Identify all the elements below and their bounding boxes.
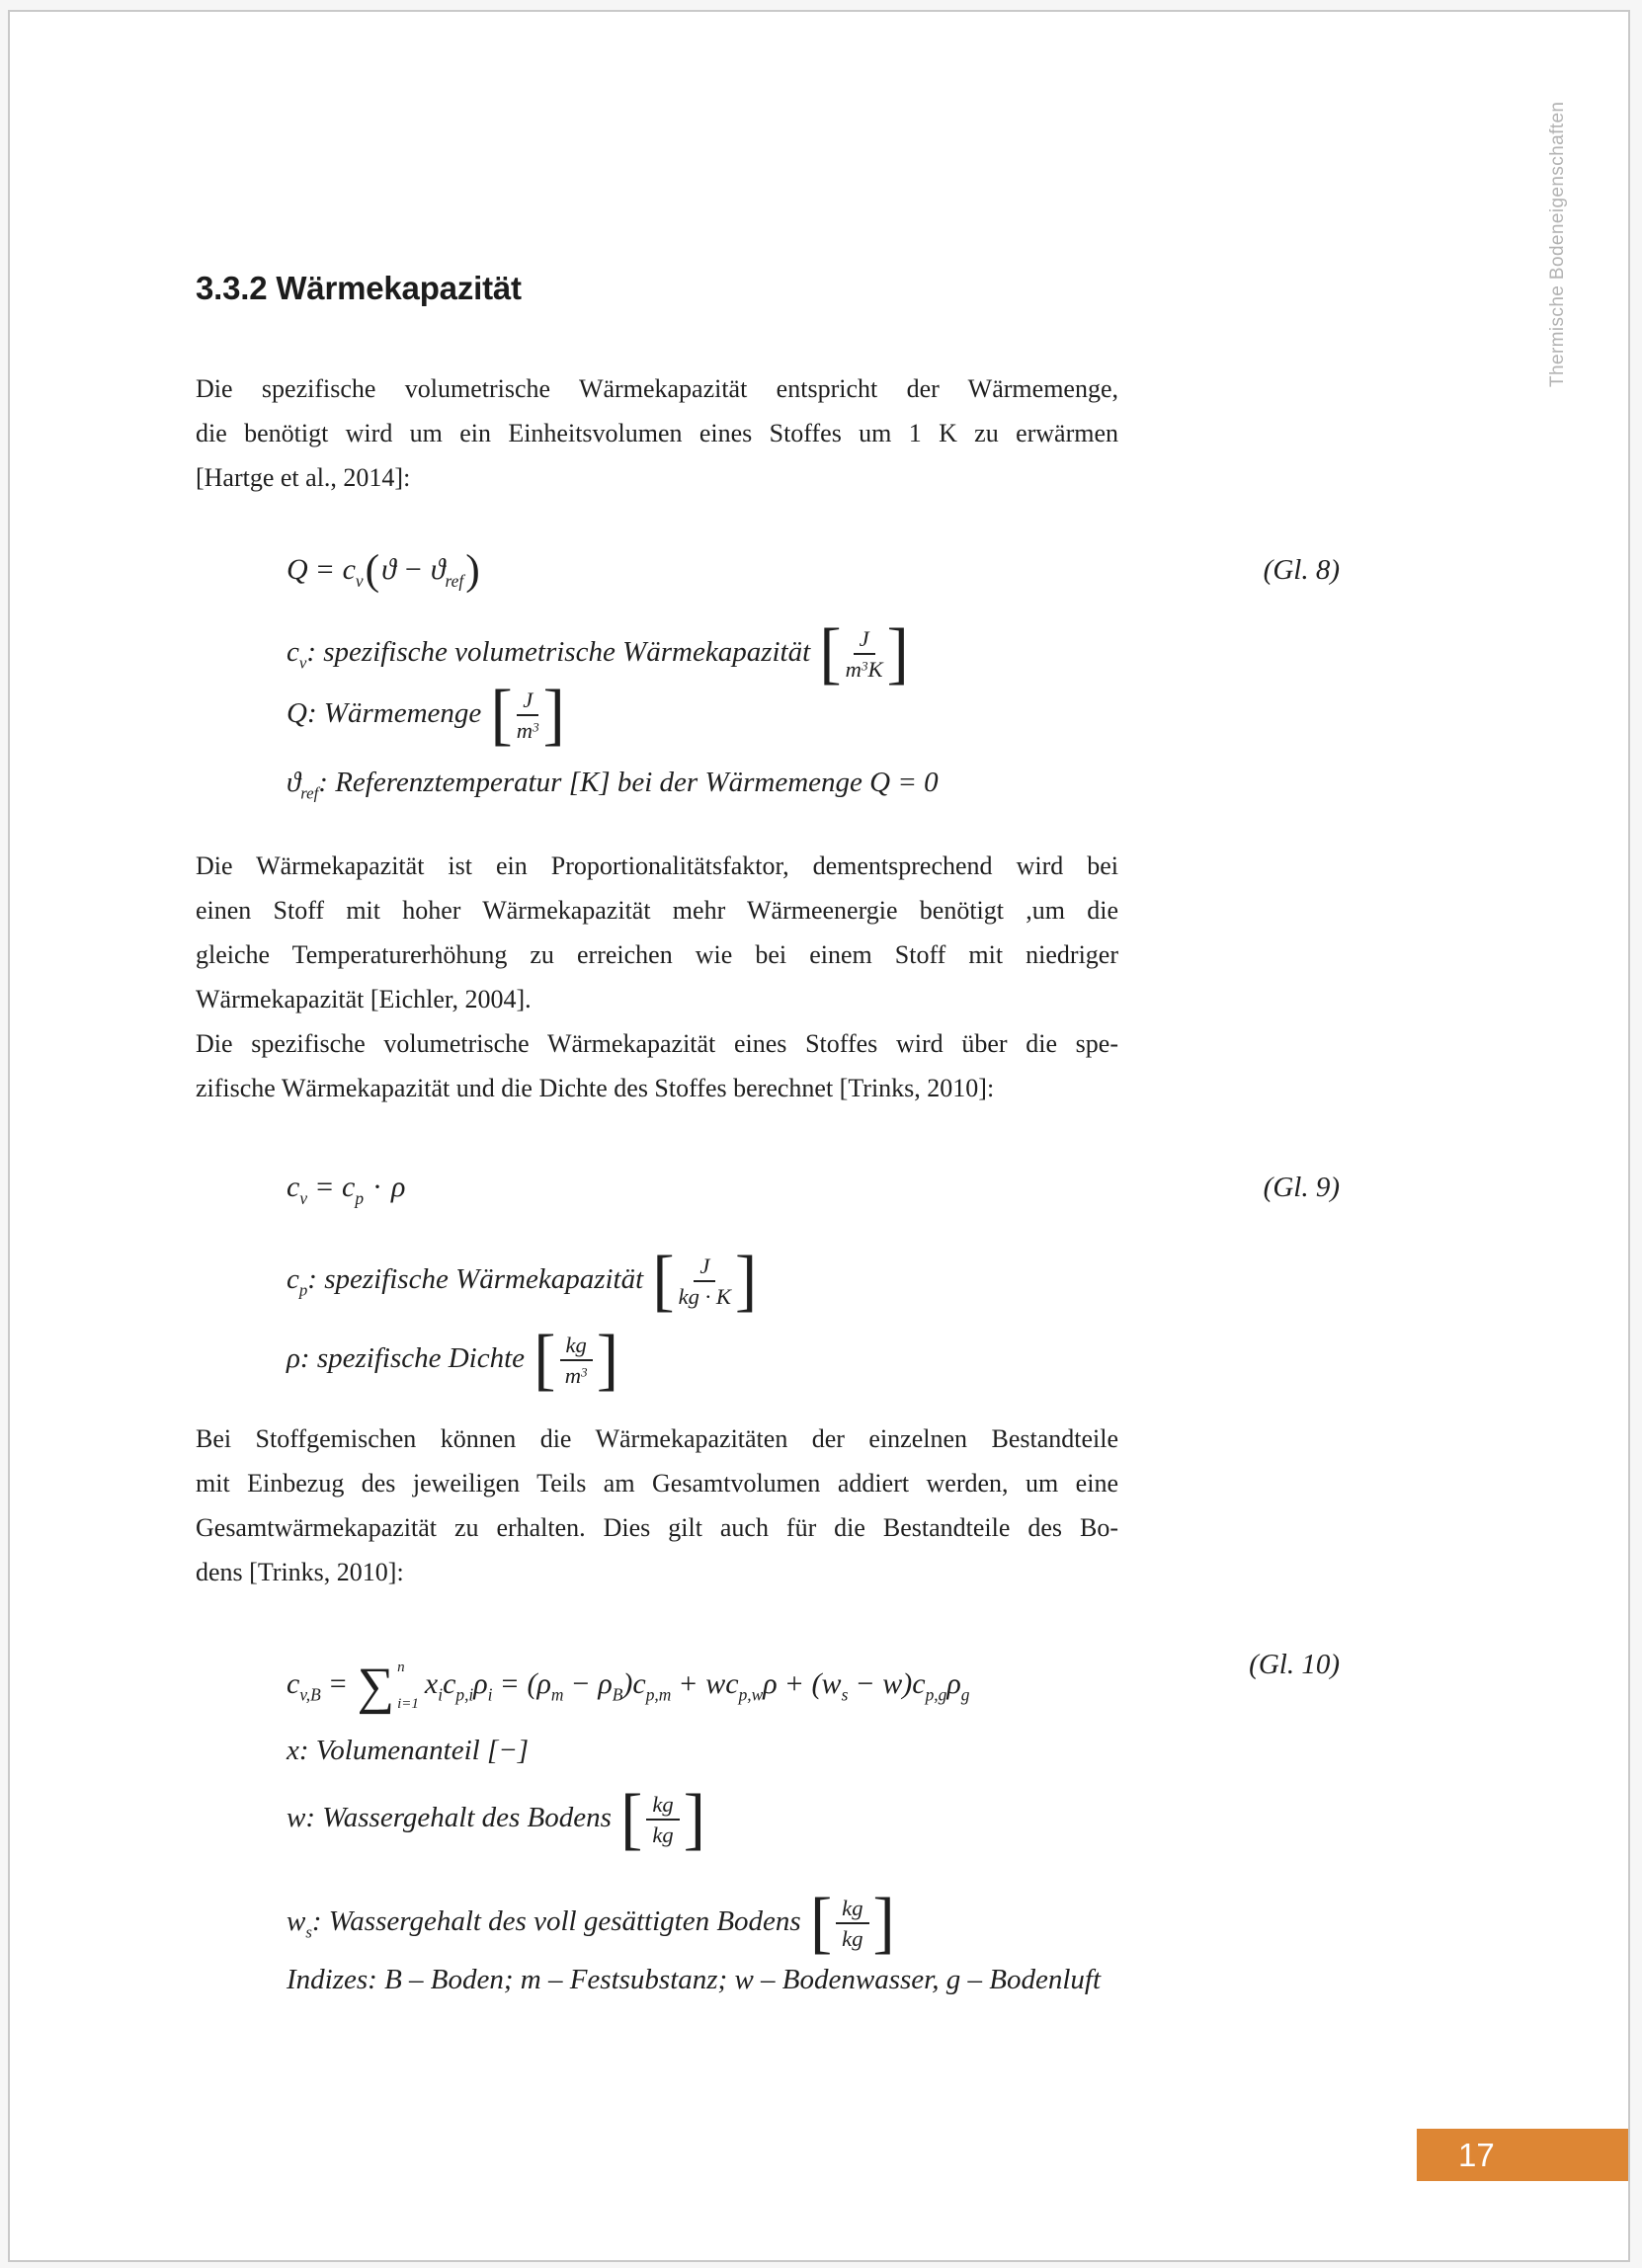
equation-gl10-expression <box>287 1658 970 1715</box>
definition-w <box>287 1775 707 1864</box>
token-sub: ref <box>445 570 464 591</box>
page-number: 17 <box>1458 2136 1495 2173</box>
token-sub: i <box>487 1684 493 1705</box>
token-it: : spezifische Wärmekapazität <box>307 1262 651 1295</box>
section-heading: 3.3.2 Wärmekapazität <box>196 270 522 306</box>
definition-cp <box>287 1237 759 1326</box>
token-it: kg · K <box>678 1284 732 1309</box>
token-sub: s <box>841 1684 849 1705</box>
token-it: c <box>725 1666 739 1700</box>
definition-q-text: Q: Wärmemenge [ $\frac{J}{m^3}$ ] <box>287 677 565 753</box>
paragraph-mixtures <box>196 1417 1118 1594</box>
token-it: m <box>845 657 862 682</box>
token-sub: v <box>298 653 307 673</box>
token-sub: ref <box>300 783 319 803</box>
definition-ws <box>287 1879 897 1968</box>
token-it: kg <box>565 1332 587 1357</box>
token-frac <box>646 1791 679 1848</box>
equation-gl8-expression: $Q = c_v(ϑ - ϑ_{ref})$ <box>287 546 480 595</box>
text-line: gleiche Temperaturerhöhung zu erreichen wie bei einem Stoff mit niedriger <box>196 940 1118 969</box>
token-sub: g <box>960 1684 970 1705</box>
token-it: ρ <box>536 1666 551 1700</box>
token-it: kg <box>652 1791 674 1817</box>
token-sub: B <box>612 1684 623 1705</box>
document-page <box>8 10 1630 2262</box>
token-sup: 3 <box>861 658 868 674</box>
token-sup: 3 <box>581 1364 588 1380</box>
token-sub: i <box>438 1684 444 1705</box>
token-frac <box>836 1895 868 1952</box>
definition-indices-text <box>287 1964 1101 1996</box>
token-op: = <box>316 1171 333 1203</box>
token-sub: v <box>299 1187 308 1208</box>
token-it: c <box>287 1171 300 1203</box>
token-txt: ( <box>527 1666 537 1700</box>
definition-w-text: w: Wassergehalt des Bodens [ $\frac{kg}{kg}$ ] <box>287 1781 705 1857</box>
definition-cp-text: $c_p$: spezifische Wärmekapazität [ $\frac{J}{kg \cdot K}$ ] <box>287 1243 758 1319</box>
token-op: + <box>680 1666 698 1700</box>
definition-theta-ref-text <box>287 767 939 803</box>
token-it: m <box>516 718 534 743</box>
token-sub: p,i <box>455 1684 474 1705</box>
equation-gl10-label: (Gl. 10) <box>1249 1649 1340 1680</box>
token-op: = <box>501 1666 519 1700</box>
token-it: m <box>564 1363 582 1388</box>
token-frac <box>517 687 539 744</box>
token-it: : Referenztemperatur [K] bei der Wärmemenge Q = 0 <box>318 767 939 798</box>
token-it: c <box>287 1262 299 1295</box>
token-it: kg <box>842 1895 863 1920</box>
token-it: w <box>882 1666 903 1700</box>
token-it: ϑ <box>381 553 396 586</box>
token-frac <box>679 1253 731 1310</box>
equation-gl9 <box>196 1153 1340 1222</box>
paragraph-proportionality <box>196 844 1118 1021</box>
token-it: kg <box>652 1822 674 1847</box>
paragraph-density-relation <box>196 1021 1118 1110</box>
text-line: [Hartge et al., 2014]: <box>196 463 411 492</box>
token-op: = <box>316 553 334 586</box>
definition-x <box>287 1729 529 1773</box>
token-sub: v <box>355 570 364 591</box>
token-sub: m <box>550 1684 564 1705</box>
token-it: c <box>287 635 299 668</box>
text-line: einen Stoff mit hoher Wärmekapazität mehr Wärmeenergie benötigt ,um die <box>196 896 1118 925</box>
text-line: die benötigt wird um ein Einheitsvolumen eines Stoffes um 1 K zu erwärmen <box>196 419 1118 447</box>
text-line: Die Wärmekapazität ist ein Proportionalitätsfaktor, dementsprechend wird bei <box>196 851 1118 880</box>
token-sub: v,B <box>299 1684 321 1705</box>
token-it: c <box>342 553 356 586</box>
token-sub: p,g <box>925 1684 947 1705</box>
equation-gl9-expression <box>287 1171 406 1208</box>
token-it: w <box>705 1666 726 1700</box>
token-sub: p <box>355 1187 365 1208</box>
token-it: w <box>821 1666 842 1700</box>
token-op: + <box>785 1666 803 1700</box>
token-frac <box>846 625 883 683</box>
token-sum: ∑ n i=1 <box>357 1658 419 1715</box>
token-op: = <box>329 1666 347 1700</box>
token-it: w <box>287 1904 306 1937</box>
token-txt: ) <box>902 1666 913 1700</box>
token-sup: 3 <box>533 719 539 735</box>
token-it: c <box>341 1171 356 1203</box>
token-it: J <box>699 1253 710 1278</box>
page-number-badge <box>1417 2129 1628 2181</box>
token-it: Q <box>287 553 308 586</box>
token-it: ρ <box>946 1666 961 1700</box>
token-frac <box>560 1332 593 1389</box>
token-it: ϑ <box>287 767 301 798</box>
token-it: c <box>632 1666 646 1700</box>
definition-rho <box>287 1316 620 1405</box>
token-op: − <box>404 553 422 586</box>
token-it: x <box>424 1666 439 1700</box>
token-it: c <box>287 1666 300 1700</box>
equation-gl9-label: (Gl. 9) <box>1263 1171 1340 1203</box>
equation-gl10 <box>196 1650 1340 1723</box>
token-it: J <box>523 687 534 712</box>
margin-header-vertical: Thermische Bodeneigenschaften <box>1547 101 1568 387</box>
token-sub: p,w <box>738 1684 764 1705</box>
token-it: c <box>443 1666 456 1700</box>
token-it: Q: Wärmemenge <box>287 696 489 729</box>
definition-q <box>287 671 567 760</box>
equation-gl8-label: (Gl. 8) <box>1263 553 1340 586</box>
token-it: ϑ <box>430 553 446 586</box>
text-line: dens [Trinks, 2010]: <box>196 1558 404 1586</box>
definition-x-text <box>287 1735 529 1767</box>
definition-cv-text: $c_v$: spezifische volumetrische Wärmekapazität [ $\frac{J}{m^3K}$ ] <box>287 615 909 691</box>
token-it: x: Volumenanteil [−] <box>287 1735 530 1766</box>
token-it: kg <box>842 1926 863 1951</box>
token-sub: p <box>298 1280 308 1300</box>
text-line: Die spezifische volumetrische Wärmekapazität entspricht der Wärmemenge, <box>196 374 1118 403</box>
definition-theta-ref <box>287 761 939 805</box>
definition-ws-text: $w_s$: Wassergehalt des voll gesättigten Bodens [ $\frac{kg}{kg}$ ] <box>287 1885 895 1961</box>
text-line: mit Einbezug des jeweiligen Teils am Gesamtvolumen addiert werden, um eine <box>196 1469 1118 1498</box>
token-it: Indizes: B – Boden; m – Festsubstanz; w – Bodenwasser, g – Bodenluft <box>287 1964 1102 1995</box>
token-op: − <box>857 1666 874 1700</box>
token-it: ρ: spezifische Dichte <box>287 1341 533 1374</box>
token-it: ρ <box>391 1171 406 1203</box>
definition-rho-text: ρ: spezifische Dichte [ $\frac{kg}{m^3}$ ] <box>287 1322 619 1398</box>
token-it: w: Wassergehalt des Bodens <box>287 1801 619 1833</box>
token-it: ρ <box>598 1666 613 1700</box>
token-it: K <box>867 657 883 682</box>
token-txt: ( <box>811 1666 822 1700</box>
token-op: · <box>372 1171 383 1203</box>
text-line: Wärmekapazität [Eichler, 2004]. <box>196 985 532 1013</box>
text-line: Bei Stoffgemischen können die Wärmekapazitäten der einzelnen Bestandteile <box>196 1424 1118 1453</box>
text-line: Gesamtwärmekapazität zu erhalten. Dies gilt auch für die Bestandteile des Bo- <box>196 1513 1118 1542</box>
token-it: c <box>912 1666 926 1700</box>
token-txt: ) <box>622 1666 633 1700</box>
equation-gl8 <box>196 535 1340 605</box>
token-sub: s <box>305 1922 312 1942</box>
token-it: ρ <box>763 1666 778 1700</box>
token-it: : Wassergehalt des voll gesättigten Bodens <box>311 1904 808 1937</box>
text-line: zifische Wärmekapazität und die Dichte des Stoffes berechnet [Trinks, 2010]: <box>196 1074 995 1102</box>
token-it: : spezifische volumetrische Wärmekapazität <box>306 635 818 668</box>
token-it: ρ <box>473 1666 488 1700</box>
text-line: Die spezifische volumetrische Wärmekapazität eines Stoffes wird über die spe- <box>196 1029 1118 1058</box>
definition-indices <box>287 1958 1101 2002</box>
paragraph-intro <box>196 366 1118 500</box>
token-sub: p,m <box>645 1684 672 1705</box>
token-op: − <box>572 1666 590 1700</box>
token-it: J <box>859 625 869 651</box>
